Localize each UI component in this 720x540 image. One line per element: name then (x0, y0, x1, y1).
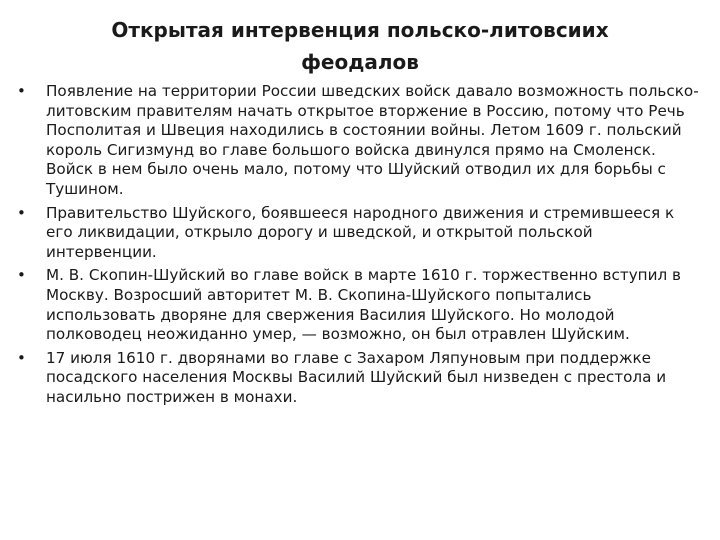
bullet-marker: • (17, 82, 26, 100)
bullet-text: Правительство Шуйского, боявшееся народного движения и стремившееся к его ликвидации, открыло дорогу и шведской, и открытой польской интервенции. (46, 203, 675, 261)
bullet-item (14, 82, 704, 200)
bullet-text: М. В. Скопин-Шуйский во главе войск в марте 1610 г. торжественно вступил в Москву. Возросший авторитет М. В. Скопина-Шуйского попытались использовать дворяне для свержения Василия Шуйского. Но молодой полководец неожиданно умер, — возможно, он был отравлен Шуйским. (46, 266, 681, 344)
bullet-text: Появление на территории России шведских войск давало возможность польско- литовским правителям начать открытое вторжение в Россию, потому что Речь Посполитая и Швеция находились в состоянии войны. Летом 1609 г. польский король Сигизмунд во главе большого войска двинулся прямо на Смоленск. Войск в нем было очень мало, потому что Шуйский отводил их для борьбы с Тушином. (46, 82, 699, 198)
bullet-marker: • (17, 348, 26, 367)
bullet-item (14, 266, 704, 344)
bullet-item (14, 204, 704, 263)
bullet-marker: • (17, 203, 26, 222)
bullet-item (14, 349, 704, 408)
bullet-text: 17 июля 1610 г. дворянами во главе с Захаром Ляпуновым при поддержке посадского населения Москвы Василий Шуйский был низведен с престола и насильно пострижен в монахи. (46, 348, 667, 406)
bullet-list (14, 82, 704, 412)
bullet-marker: • (17, 266, 26, 285)
slide-title: Открытая интервенция польско-литовсиих феодалов (111, 18, 609, 74)
